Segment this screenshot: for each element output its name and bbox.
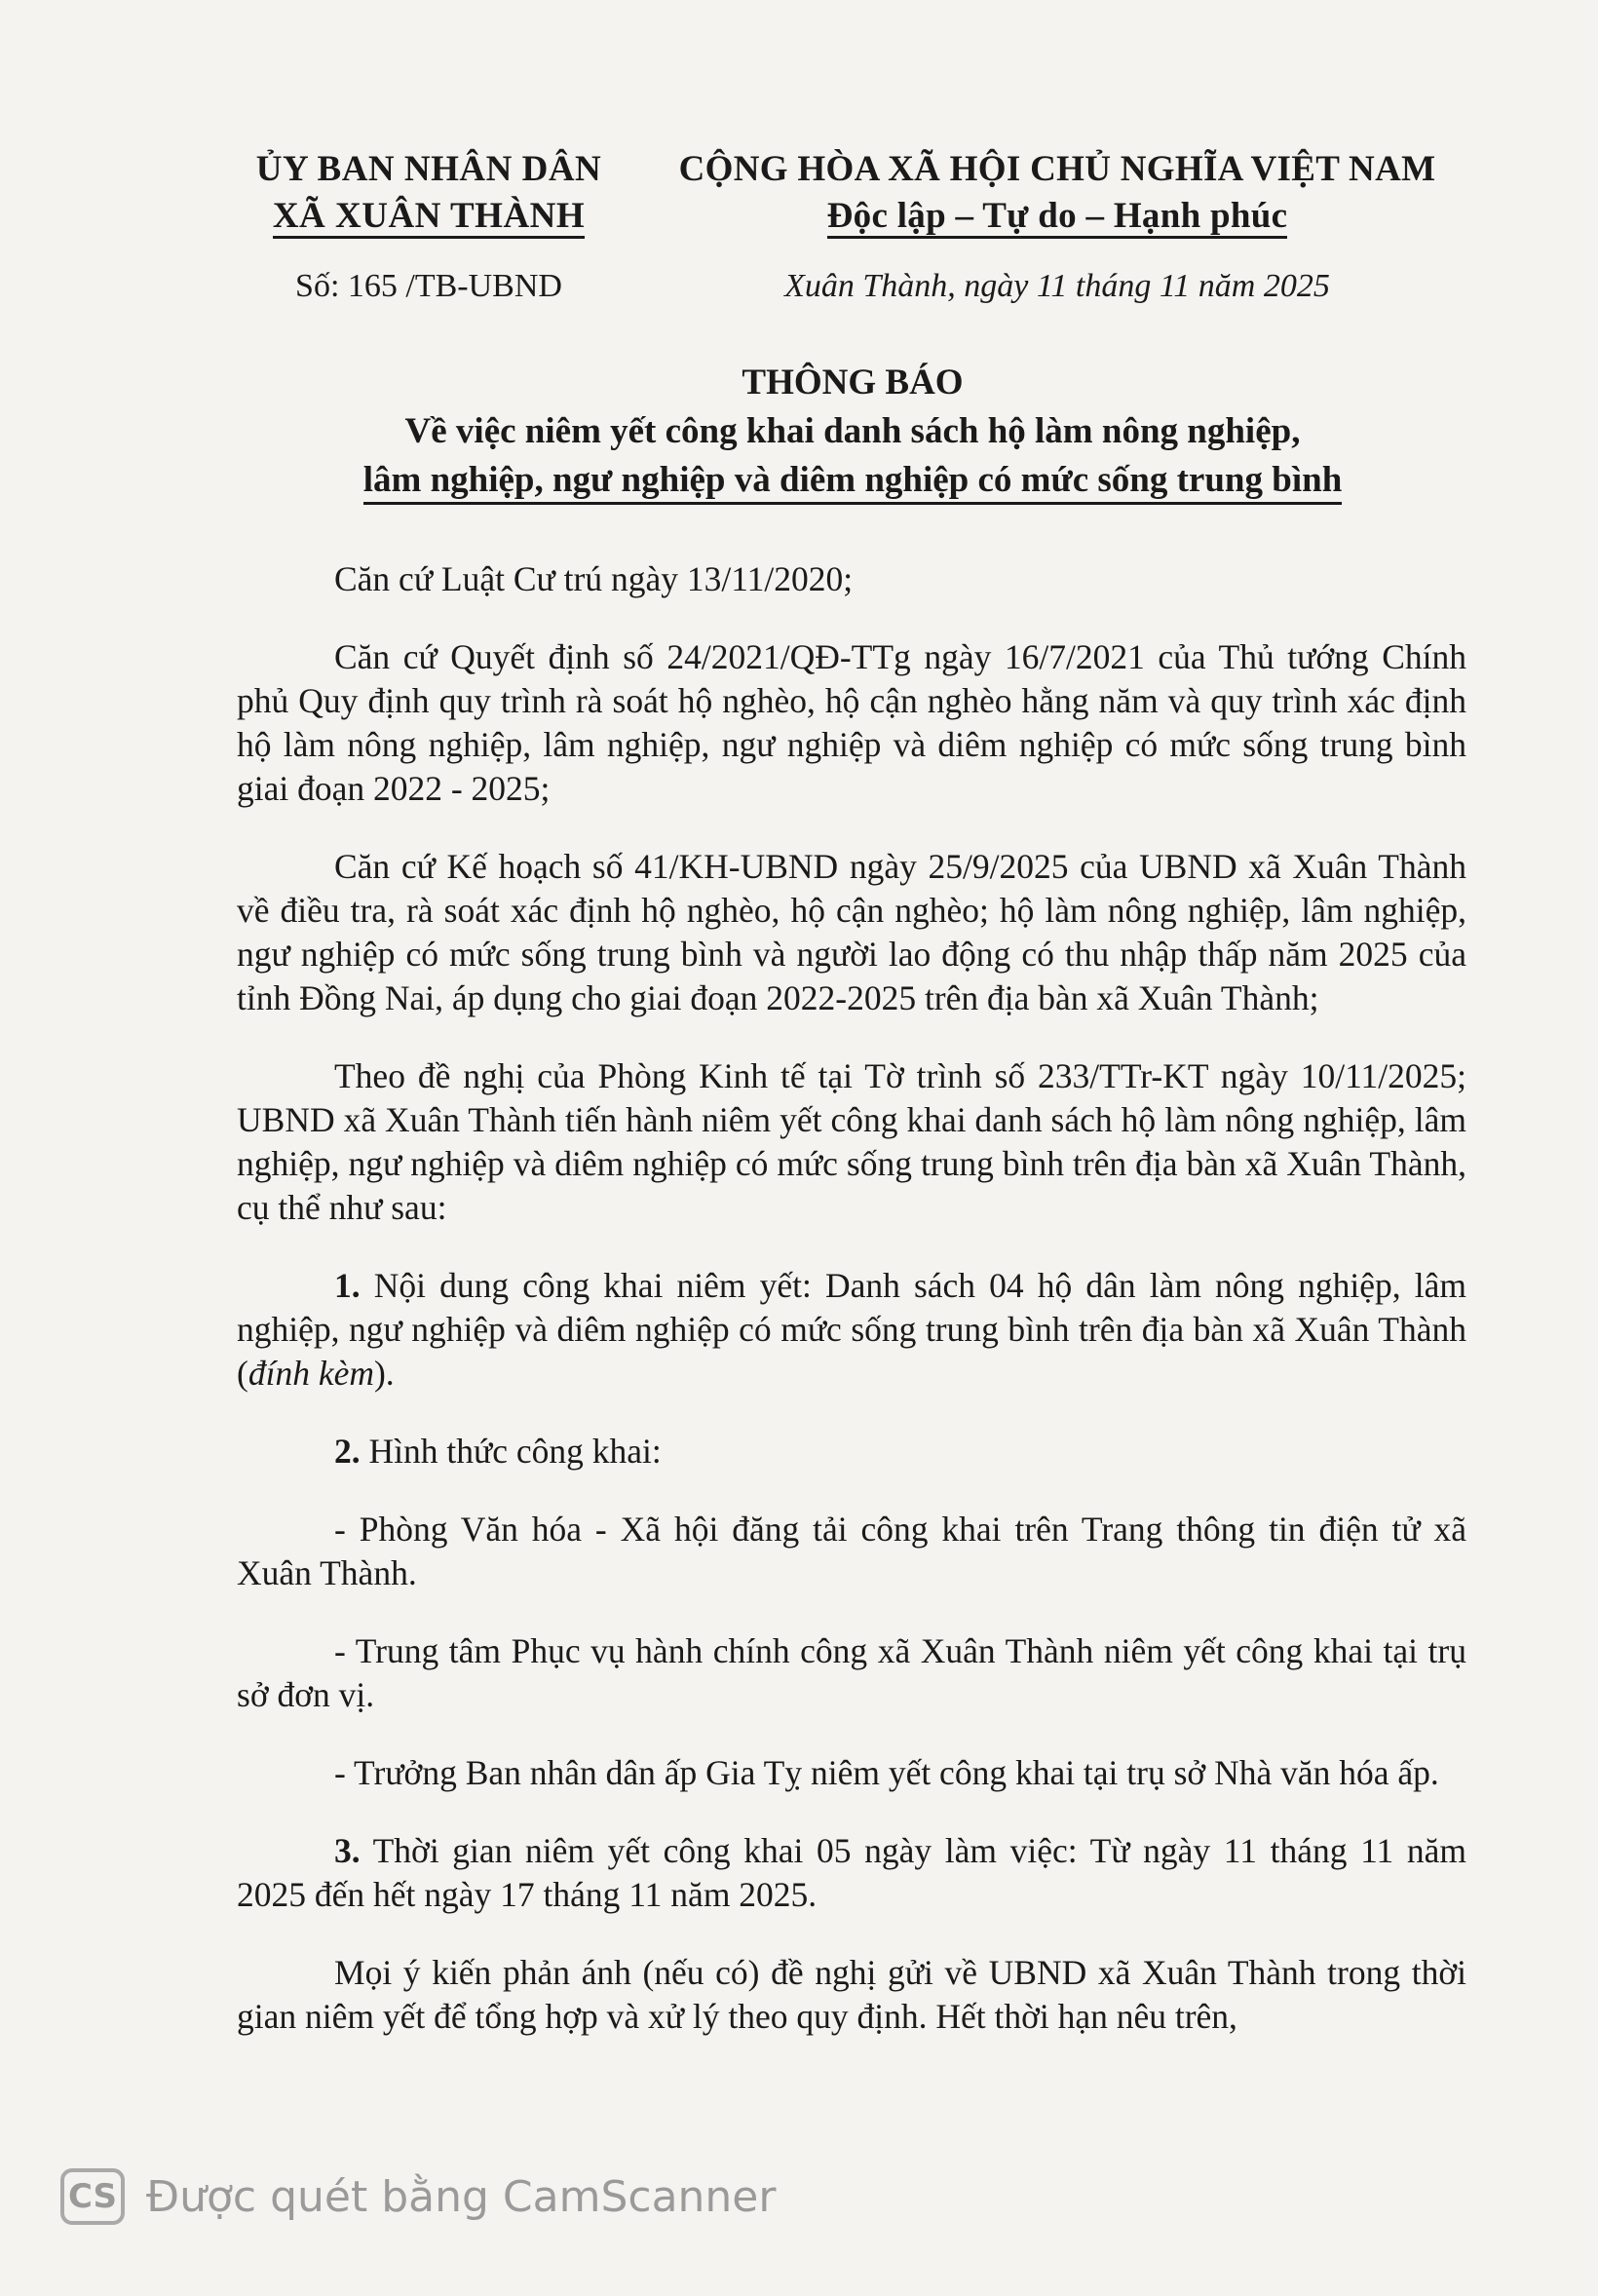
section-2-number: 2. — [334, 1432, 361, 1471]
legal-basis-3: Căn cứ Kế hoạch số 41/KH-UBND ngày 25/9/2025 của UBND xã Xuân Thành về điều tra, rà soát xác định hộ nghèo, hộ cận nghèo; hộ làm nông nghiệp, lâm nghiệp, ngư nghiệp có mức sống trung bình và người lao động có thu nhập thấp năm 2025 của tỉnh Đồng Nai, áp dụng cho giai đoạn 2022-2025 trên địa bàn xã Xuân Thành; — [237, 847, 1466, 1017]
bullet-item: - Trưởng Ban nhân dân ấp Gia Tỵ niêm yết công khai tại trụ sở Nhà văn hóa ấp. — [334, 1753, 1439, 1792]
document-title — [224, 359, 1481, 505]
national-motto — [663, 146, 1452, 240]
bullet-item: - Trung tâm Phục vụ hành chính công xã Xuân Thành niêm yết công khai tại trụ sở đơn vị. — [237, 1631, 1466, 1714]
title-subject-1: Về việc niêm yết công khai danh sách hộ làm nông nghiệp, — [404, 411, 1301, 451]
place-and-date: Xuân Thành, ngày 11 tháng 11 năm 2025 — [784, 268, 1330, 304]
bullet-item: - Phòng Văn hóa - Xã hội đăng tải công khai trên Trang thông tin điện tử xã Xuân Thành. — [237, 1510, 1466, 1592]
scanner-watermark — [60, 2165, 776, 2228]
authority-line-2: XÃ XUÂN THÀNH — [273, 197, 585, 239]
title-main: THÔNG BÁO — [742, 363, 964, 402]
section-3-text: Thời gian niêm yết công khai 05 ngày làm việc: Từ ngày 11 tháng 11 năm 2025 đến hết ngày 17 tháng 11 năm 2025. — [237, 1831, 1466, 1914]
section-1 — [237, 1264, 1466, 1396]
document-body — [237, 557, 1466, 2073]
issuing-authority — [205, 146, 653, 240]
section-1-text: Nội dung công khai niêm yết: Danh sách 04 hộ dân làm nông nghiệp, lâm nghiệp, ngư nghiệp và diêm nghiệp có mức sống trung bình trên địa bàn xã Xuân Thành ( — [237, 1266, 1466, 1393]
section-3-number: 3. — [334, 1831, 361, 1870]
motto-line: Độc lập – Tự do – Hạnh phúc — [827, 197, 1288, 239]
document-number: Số: 165 /TB-UBND — [295, 268, 562, 304]
camscanner-logo-icon: CS — [60, 2168, 125, 2225]
section-3 — [237, 1829, 1466, 1917]
authority-line-1: ỦY BAN NHÂN DÂN — [255, 149, 602, 189]
legal-basis-1: Căn cứ Luật Cư trú ngày 13/11/2020; — [334, 559, 854, 598]
section-1-attachment-note: đính kèm — [247, 1354, 374, 1393]
section-1-end: ). — [373, 1354, 395, 1393]
section-2-text: Hình thức công khai: — [360, 1432, 662, 1471]
legal-basis-2: Căn cứ Quyết định số 24/2021/QĐ-TTg ngày 16/7/2021 của Thủ tướng Chính phủ Quy định quy trình rà soát hộ nghèo, hộ cận nghèo hằng năm và quy trình xác định hộ làm nông nghiệp, lâm nghiệp, ngư nghiệp và diêm nghiệp có mức sống trung bình giai đoạn 2022 - 2025; — [237, 637, 1466, 808]
nation-name: CỘNG HÒA XÃ HỘI CHỦ NGHĨA VIỆT NAM — [678, 149, 1436, 189]
scanner-watermark-text: Được quét bằng CamScanner — [146, 2171, 777, 2222]
title-subject-2: lâm nghiệp, ngư nghiệp và diêm nghiệp có mức sống trung bình — [363, 459, 1343, 505]
proposal-paragraph: Theo đề nghị của Phòng Kinh tế tại Tờ trình số 233/TTr-KT ngày 10/11/2025; UBND xã Xuân Thành tiến hành niêm yết công khai danh sách hộ làm nông nghiệp, lâm nghiệp, ngư nghiệp và diêm nghiệp có mức sống trung bình trên địa bàn xã Xuân Thành, cụ thể như sau: — [237, 1056, 1466, 1227]
section-2 — [237, 1430, 1466, 1473]
section-1-number: 1. — [334, 1266, 361, 1305]
closing-paragraph: Mọi ý kiến phản ánh (nếu có) đề nghị gửi về UBND xã Xuân Thành trong thời gian niêm yết để tổng hợp và xử lý theo quy định. Hết thời hạn nêu trên, — [237, 1953, 1466, 2036]
